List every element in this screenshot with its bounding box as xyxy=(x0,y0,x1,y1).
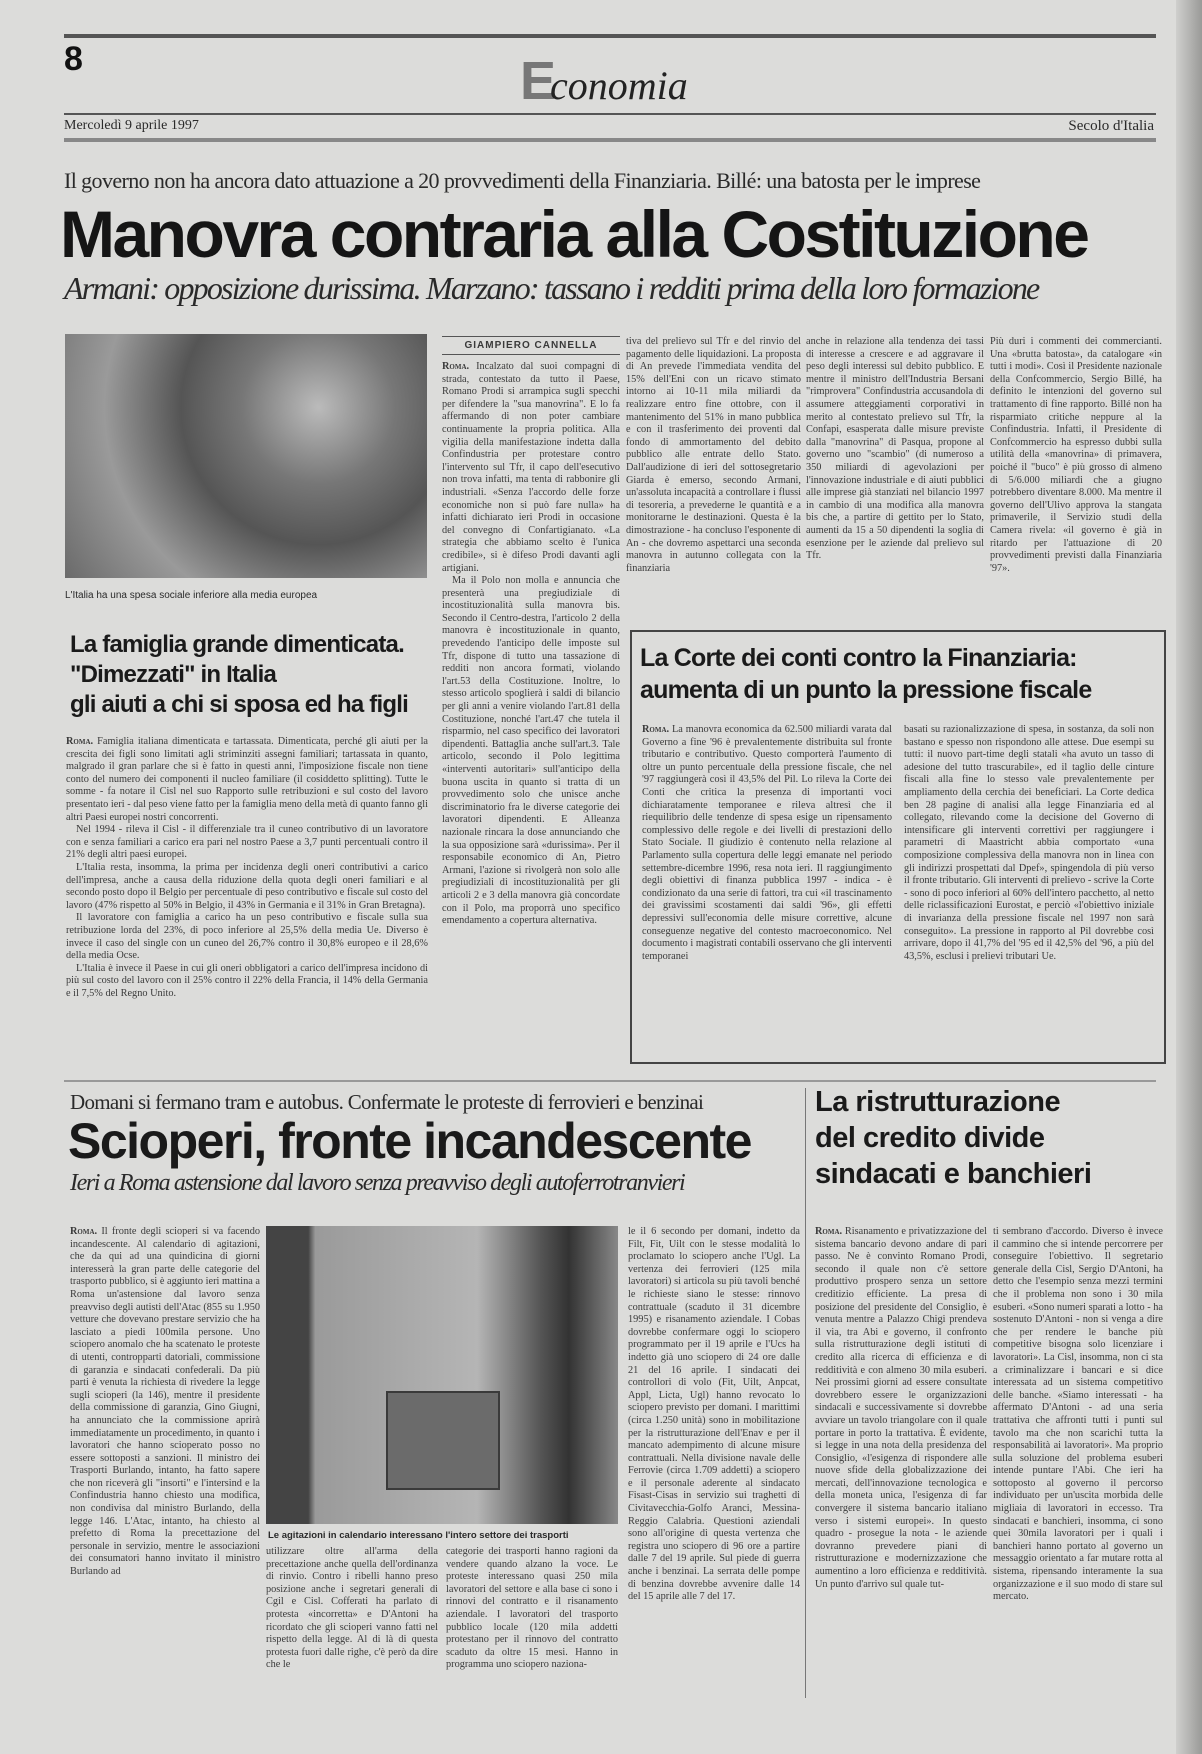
dateline: Roma. xyxy=(66,736,94,747)
lead-text: Più duri i commenti dei commercianti. Una «brutta batosta», da catalogare «in tutti i modi». Così il Presidente nazionale della Confcommercio, Sergio Billé, ha definito le intenzioni del governo sul trattamento di fine rapporto. Billé non ha risparmiato critiche neppure al la Confindustria. Infatti, il Presidente di Confcommercio ha espresso dubbi sulla utilità della «manovrina» di primavera, poiché il "buco" è più grosso di almeno di 5/6.000 miliardi che a giugno potrebbero diventare 8.000. Ma mentre il governo dell'Ulivo approva la stangata primaverile, il Servizio studi della Camera rivela: «il governo è già in ritardo per l'attuazione di 20 provvedimenti previsti dalla Finanziaria '97». xyxy=(990,336,1162,574)
section-divider xyxy=(64,1080,1156,1082)
top-rule xyxy=(64,34,1156,38)
credit-text: Risanamento e privatizzazione del sistema bancario devono andare di pari passo. Ne è convinto Romano Prodi, secondo il quale non c'è settore produttivo prospero senza un settore creditizio efficiente. La presa di posizione del presidente del Consiglio, è venuta mentre a Palazzo Chigi prendeva il via, tra Abi e governo, il confronto sulla ristrutturazione degli istituti di credito alla ricerca di efficienza e di redditività e con almeno 30 mila esuberi. Nei prossimi giorni ad essere consultate dovrebbero essere le organizzazioni sindacali e successivamente si dovrebbe avviare un tavolo triangolare con il quale portare in porto la trattativa. È evidente, si legge in una nota della presidenza del Consiglio, «l'esigenza di rispondere alle nuove sfide della globalizzazione dei mercati, dell'innovazione tecnologica e della moneta unica, l'esigenza di far convergere il sistema bancario italiano verso i sistemi europei». In questo quadro - prosegue la nota - le aziende dovranno prevedere piani di ristrutturazione e modernizzazione che aumentino a loro efficienza e redditività. Un punto d'arrivo sul quale tut- xyxy=(815,1226,987,1590)
lead-kicker: Il governo non ha ancora dato attuazione a 20 provvedimenti della Finanziaria. Billé: una batosta per le imprese xyxy=(64,168,981,193)
lead-text: Ma il Polo non molla e annuncia che presenterà una pregiudiziale di incostituzionalità sulla manovra bis. Secondo il Centro-destra, l'articolo 2 della manovra è incostituzionale in quanto, prevedendo l'anticipo delle imposte sul Tfr, dispone di tutto una tassazione di redditi non ancora formati, violando l'art.53 della Costituzione. Inoltre, lo stesso articolo spoglierà i saldi di bilancio per gli anni a venire violando l'art.81 della Costituzione, nonché l'art.47 che tutela il risparmio, nel caso specifico dei lavoratori dipendenti. Battaglia anche sull'art.3. Tale articolo, secondo il Polo legittima «interventi autoritari» sull'anticipo della buona uscita in quanto si tratta di un provvedimento solo che unisce anche discriminatorio fra le diverse categorie dei lavoratori dipendenti. E Alleanza nazionale rincara la dose annunciando che la sua opposizione sarà «durissima». Per il responsabile economico di An, Pietro Armani, l'azione si rivolgerà non solo alle pregiudiziali di incostituzionalità per gli articoli 2 e 3 della manovra già concordate con il Polo, ma proporrà uno specifico emendamento a copertura alternativa. xyxy=(442,575,620,927)
strikes-text: utilizzare oltre all'arma della precettazione anche quella dell'ordinanza di rinvio. Contro i ribelli hanno preso posizione anche i segretari generali di Cgil e Cisl. Cofferati ha parlato di protesta «incorretta» e D'Antoni ha ricordato che gli scioperi vanno fatti nel rispetto della legge. Al di là di questa protesta fuori dalle righe, c'è però da dire che le xyxy=(266,1546,438,1671)
credit-column-2 xyxy=(993,1226,1163,1696)
family-text: Famiglia italiana dimenticata e tartassata. Dimenticata, perché gli aiuti per la crescita dei figli sono limitati agli striminziti assegni familiari; tartassata in quanto, malgrado il gran parlare che si è fatto in questi anni, l'imposizione fiscale non tiene conto del numero dei componenti il nucleo familiare (il cosiddetto splitting). Tutte le somme - fa notare il Cisl nel suo Rapporto sulle retribuzioni e sul costo del lavoro presentato ieri - dal peso viene fatto per la famiglia meno della metà di quanto fanno gli altri Paesi europei nostri concorrenti. xyxy=(66,736,428,823)
family-headline xyxy=(70,630,430,720)
lead-headline: Manovra contraria alla Costituzione xyxy=(60,197,1088,271)
headline-line: sindacati e banchieri xyxy=(815,1158,1092,1190)
column-divider xyxy=(805,1088,806,1698)
section-title xyxy=(520,50,688,112)
headline-line: La ristrutturazione xyxy=(815,1086,1061,1118)
page-number: 8 xyxy=(64,40,83,78)
strikes-column-3 xyxy=(446,1546,618,1696)
lead-text: Incalzato dal suoi compagni di strada, contestato da tutto il Paese, Romano Prodi si arrampica sugli specchi per difendere la "sua manovrina". E lo fa affermando di non poter cambiare continuamente la propria politica. Alla vigilia della manifestazione indetta dalla Confindustria per protestare contro l'intervento sul Tfr, il capo dell'esecutivo non trova infatti, ma tenta di rabbonire gli industriali. «Senza l'accordo delle forze economiche non si può fare nulla» ha infatti dichiarato ieri Prodi in occasione del convegno di Confartigianato. «La strategia che abbiamo scelto è l'unica credibile», si è difeso Prodi davanti agli artigiani. xyxy=(442,361,620,574)
lead-column-2 xyxy=(626,336,801,622)
header-rule xyxy=(64,113,1156,115)
headline-line: "Dimezzati" in Italia xyxy=(70,661,277,688)
header-rule-bottom xyxy=(64,138,1156,142)
family-photo xyxy=(65,334,427,578)
headline-line: La Corte dei conti contro la Finanziaria: xyxy=(640,644,1077,672)
corte-text: La manovra economica da 62.500 miliardi varata dal Governo a fine '96 è prevalentemente distribuita sul fronte tributario e contributivo. Questo comporterà l'aumento di oltre un punto percentuale della pressione fiscale, che nel '97 raggiungerà così il 43,5% del Pil. Lo rileva la Corte dei Conti che critica la presenza di importanti voci dichiaratamente temporanee e rileva altresì che il riequilibrio delle tendenze di spesa esige un ripensamento complessivo delle regole e dei livelli di prestazioni dello Stato Sociale. Il giudizio è contenuto nella relazione al Parlamento sulla copertura delle leggi emanate nel periodo settembre-dicembre 1996, resa nota ieri. Il raggiungimento degli obiettivi di finanza pubblica 1997 - indica - è condizionato da una serie di fattori, tra cui «il trascinamento dei gravissimi scostamenti dai saldi '96», gli effetti depressivi sull'economia delle misure correttive, alcune conseguenze negative del contesto macroeconomico. Nel documento i magistrati contabili osservano che gli interventi temporanei xyxy=(642,724,892,962)
bus-photo xyxy=(266,1226,618,1524)
lead-subhead: Armani: opposizione durissima. Marzano: tassano i redditi prima della loro formazione xyxy=(64,270,1039,306)
corte-column-2 xyxy=(904,724,1154,1054)
headline-line: La famiglia grande dimenticata. xyxy=(70,631,404,658)
corte-column-1 xyxy=(642,724,892,1054)
credit-text: ti sembrano d'accordo. Diverso è invece il cammino che si intende percorrere per conseguire l'obiettivo. Il segretario generale della Cisl, Sergio D'Antoni, ha detto che l'esempio senza mezzi termini che il problema non sono i 30 mila esuberi. «Sono numeri sparati a lotto - ha sostenuto D'Antoni - non si venga a dire che per rendere le banche più competitive bisogna solo licenziare i lavoratori». La Cisl, insomma, non ci sta a criminalizzare i bancari e si dice interessata ad un sistema competitivo delle banche. «Siamo interessati - ha affermato D'Antoni - ad una seria trattativa che affronti tutti i punti sul tavolo ma che non scarichi tutta la responsabilità ai lavoratori». Ma proprio sulla soluzione del problema esuberi intende puntare l'Abi. Che ieri ha sottoposto al governo il percorso individuato per un'uscita morbida delle migliaia di lavoratori in eccesso. Tra sindacati e banchieri, insomma, ci sono quei 30mila lavoratori per i quali i banchieri hanno portato al governo un messaggio orientato a far mutare rotta al sistema, ripensando interamente la sua organizzazione e il suo modo di stare sul mercato. xyxy=(993,1226,1163,1603)
section-rest: conomia xyxy=(550,63,688,108)
strikes-column-1 xyxy=(70,1226,260,1696)
dateline: Roma. xyxy=(815,1226,843,1237)
credit-headline xyxy=(815,1084,1165,1192)
strikes-column-4 xyxy=(628,1226,800,1696)
masthead: Secolo d'Italia xyxy=(1068,118,1154,134)
strikes-text: Il fronte degli scioperi si va facendo incandescente. Al calendario di agitazioni, che da qui ad una quindicina di giorni interesserà la gran parte delle categorie del trasporto pubblico, si è aggiunto ieri mattina a Roma un'astensione dal lavoro senza preavviso degli autisti dell'Atac (855 su 1.950 vetture che dovevano prestare servizio che ha lasciato a piedi 100mila persone. Uno sciopero anomalo che ha scatenato le proteste di utenti, contropparti datoriali, commissione di garanzia e sindacati confederali. Da più parti è venuta la richiesta di rivedere la legge sugli scioperi (la 146), mentre il presidente della commissione di garanzia, Gino Giugni, ha annunciato che la commissione aprirà immediatamente un procedimento, in quanto i lavoratori che hanno scioperato posso no essere sottoposti a sanzioni. Il ministro dei Trasporti Burlando, intanto, ha fatto sapere che non riceverà gli "insorti" e l'intersind e la Confindustria hanno chiesto una modifica, non condivisa dal ministro Burlando, della legge 146. L'Atac, intanto, ha chiesto al prefetto di Roma la precettazione del personale in servizio, mentre le associazioni dei consumatori hanno invitato il ministro Burlando ad xyxy=(70,1226,260,1578)
corte-box xyxy=(630,630,1166,1064)
lead-photo-caption: L'Italia ha una spesa sociale inferiore alla media europea xyxy=(65,590,318,601)
lead-column-4 xyxy=(990,336,1162,622)
lead-column-1 xyxy=(442,336,620,1070)
strikes-text: categorie dei trasporti hanno ragioni da vendere quando alzano la voce. Le proteste interessano quasi 250 mila lavoratori del settore e alla base ci sono i rinnovi del contratto e il risanamento aziendale. I lavoratori del trasporto pubblico locale (120 mila addetti protestano per il rinnovo del contratto scaduto da oltre 15 mesi. Hanno in programma uno sciopero naziona- xyxy=(446,1546,618,1671)
dateline: Roma. xyxy=(70,1226,98,1237)
strikes-photo-caption: Le agitazioni in calendario interessano l'intero settore dei trasporti xyxy=(268,1530,569,1541)
lead-text: anche in relazione alla tendenza dei tassi di interesse a crescere e ad aggravare il peso degli interessi sul debito pubblico. E mentre il ministro dell'Industria Bersani "rimprovera" Confindustria accusandola di assumere atteggiamenti corporativi in merito al contestato prelievo sul Tfr, la Confapi, esasperata dalle misure previste dalla "manovrina" di Pasqua, propone al governo uno "scambio" (di numeroso a 350 miliardi di agevolazioni per l'innovazione industriale e di aiuti pubblici alle imprese già stanziati nel bilancio 1997 in cambio di una modifica alla manovra bis che, a partire di gettito per lo Stato, aumenti da 15 a 50 dipendenti la soglia di esenzione per le aziende dal prelievo sul Tfr. xyxy=(806,336,984,562)
dateline: Roma. xyxy=(642,724,670,735)
issue-date: Mercoledì 9 aprile 1997 xyxy=(64,118,199,133)
lead-column-3 xyxy=(806,336,984,622)
corte-text: basati su razionalizzazione di spesa, in sostanza, da soli non bastano e spesso non rispondono alle attese. Due esempi su tutti: il nuovo part-time degli statali «ha avuto un tasso di adesione del tutto trascurabile», ed il taglio delle cinture fiscali alla fine lo stesso vale prevalentemente per ampliamento della cerchia dei beneficiari. La Corte dedica ben 28 pagine di analisi alla legge Finanziaria ed al collegato, rilevando come la decisione del Governo di intensificare gli interventi correttivi per raggiungere i parametri di Maastricht abbia comportato «una composizione complessiva della manovra non in linea con gli indirizzi prospettati dal Dpef», spingendola di più verso il fronte tributario. Gli interventi di prelievo - scrive la Corte - sono di poco inferiori al 60% dell'intero pacchetto, al netto delle riclassificazioni Eurostat, e perciò «l'obiettivo iniziale di invarianza della pressione fiscale nel 1997 non sarà conseguito». La pressione in rapporto al Pil dovrebbe così arrivare, dopo il 41,7% del '95 ed il 42,5% del '96, a più del 43,5%, esclusi i prelievi tributari Ue. xyxy=(904,724,1154,962)
strikes-subhead: Ieri a Roma astensione dal lavoro senza preavviso degli autoferrotranvieri xyxy=(70,1170,685,1196)
page-edge-shadow xyxy=(1176,0,1202,1754)
section-initial: E xyxy=(520,51,551,111)
credit-column-1 xyxy=(815,1226,987,1696)
strikes-text: le il 6 secondo per domani, indetto da Filt, Fit, Uilt con le stesse modalità lo proclamato lo sciopero anche l'Ugl. La vertenza dei ferrovieri (125 mila lavoratori) si articola su più tavoli benché le richieste siano le stesse: rinnovo contrattuale (scaduto il 31 dicembre 1995) e risanamento aziendale. I Cobas dovrebbe confermare oggi lo sciopero programmato per il 19 aprile e l'Ucs ha indetto già uno sciopero di 24 ore dalle 21 del 16 aprile. I sindacati dei controllori di volo (Fit, Uilt, Anpcat, Appl, Licta, Ugl) hanno revocato lo sciopero previsto per domani. I marittimi (circa 1.250 unità) sono in mobilitazione per la ristrutturazione dell'Enav e per il mancato adempimento di alcune misure contrattuali. Nella divisione navale delle Ferrovie (circa 1.709 addetti) a sciopero e il personale aderente al sindacato Fisast-Cisas in servizio sui traghetti di Civitavecchia-Golfo Aranci, Messina-Reggio Calabria. Questioni aziendali sono all'origine di questa vertenza che registra uno sciopero di 96 ore a partire dalle 7 del 19 aprile. Sul piede di guerra anche i benzinai. La serrata delle pompe di benzina dovrebbe avvenire dalle 14 del 15 aprile alle 7 del 17. xyxy=(628,1226,800,1603)
family-text: Nel 1994 - rileva il Cisl - il differenziale tra il cuneo contributivo di un lavoratore con e senza familiari a carico era pari nel nostro Paese a 3,7 punti percentuali contro il 21% degli altri paesi europei. xyxy=(66,824,428,861)
lead-text: tiva del prelievo sul Tfr e del rinvio del pagamento delle liquidazioni. La proposta di An prevede l'immediata vendita del 15% dell'Eni con un ricavo stimato intorno ai 10-11 mila miliardi da realizzare entro fine ottobre, con il mantenimento del 51% in mano pubblica e con il trasferimento dei proventi dal fondo di ammortamento del debito pubblico alle entrate dello Stato. Dall'audizione di ieri del sottosegretario Giarda è emerso, secondo Armani, un'assoluta incapacità a controllare i flussi di tesoreria, a prevederne le quantità e a monitorarne le destinazioni. Questa è la dimostrazione - ha concluso l'esponente di An - che dovremo aspettarci una seconda manovra in autunno collegata con la finanziaria xyxy=(626,336,801,574)
corte-headline xyxy=(640,642,1160,706)
dateline: Roma. xyxy=(442,361,470,372)
bus-shape xyxy=(386,1391,500,1490)
strikes-headline: Scioperi, fronte incandescente xyxy=(68,1113,751,1169)
strikes-column-2 xyxy=(266,1546,438,1696)
headline-line: del credito divide xyxy=(815,1122,1045,1154)
family-article xyxy=(66,736,428,1070)
family-text: Il lavoratore con famiglia a carico ha un peso contributivo e fiscale sulla sua retribuzione lorda del 23%, di poco inferiore al 25,5% della media Ue. Diverso è invece il caso del single con un cuneo del 26,7% contro il 30,8% europeo e il 28,6% della media Ocse. xyxy=(66,912,428,962)
headline-line: aumenta di un punto la pressione fiscale xyxy=(640,676,1092,704)
family-text: L'Italia resta, insomma, la prima per incidenza degli oneri contributivi a carico dell'impresa, anche a causa della riduzione della quota degli oneri familiari e al secondo posto dopo il Belgio per percentuale di peso contributivo e fiscale sul costo del lavoro (47% rispetto al 50% in Belgio, il 43% in Germania e il 31% in Gran Bretagna). xyxy=(66,861,428,911)
strikes-kicker: Domani si fermano tram e autobus. Confermate le proteste di ferrovieri e benzinai xyxy=(70,1090,704,1114)
family-text: L'Italia è invece il Paese in cui gli oneri obbligatori a carico dell'impresa incidono di più sul costo del lavoro con il 25% contro il 22% della Francia, il 14% della Germania e il 7,5% del Regno Unito. xyxy=(66,962,428,999)
byline: GIAMPIERO CANNELLA xyxy=(442,336,620,355)
headline-line: gli aiuti a chi si sposa ed ha figli xyxy=(70,691,408,718)
